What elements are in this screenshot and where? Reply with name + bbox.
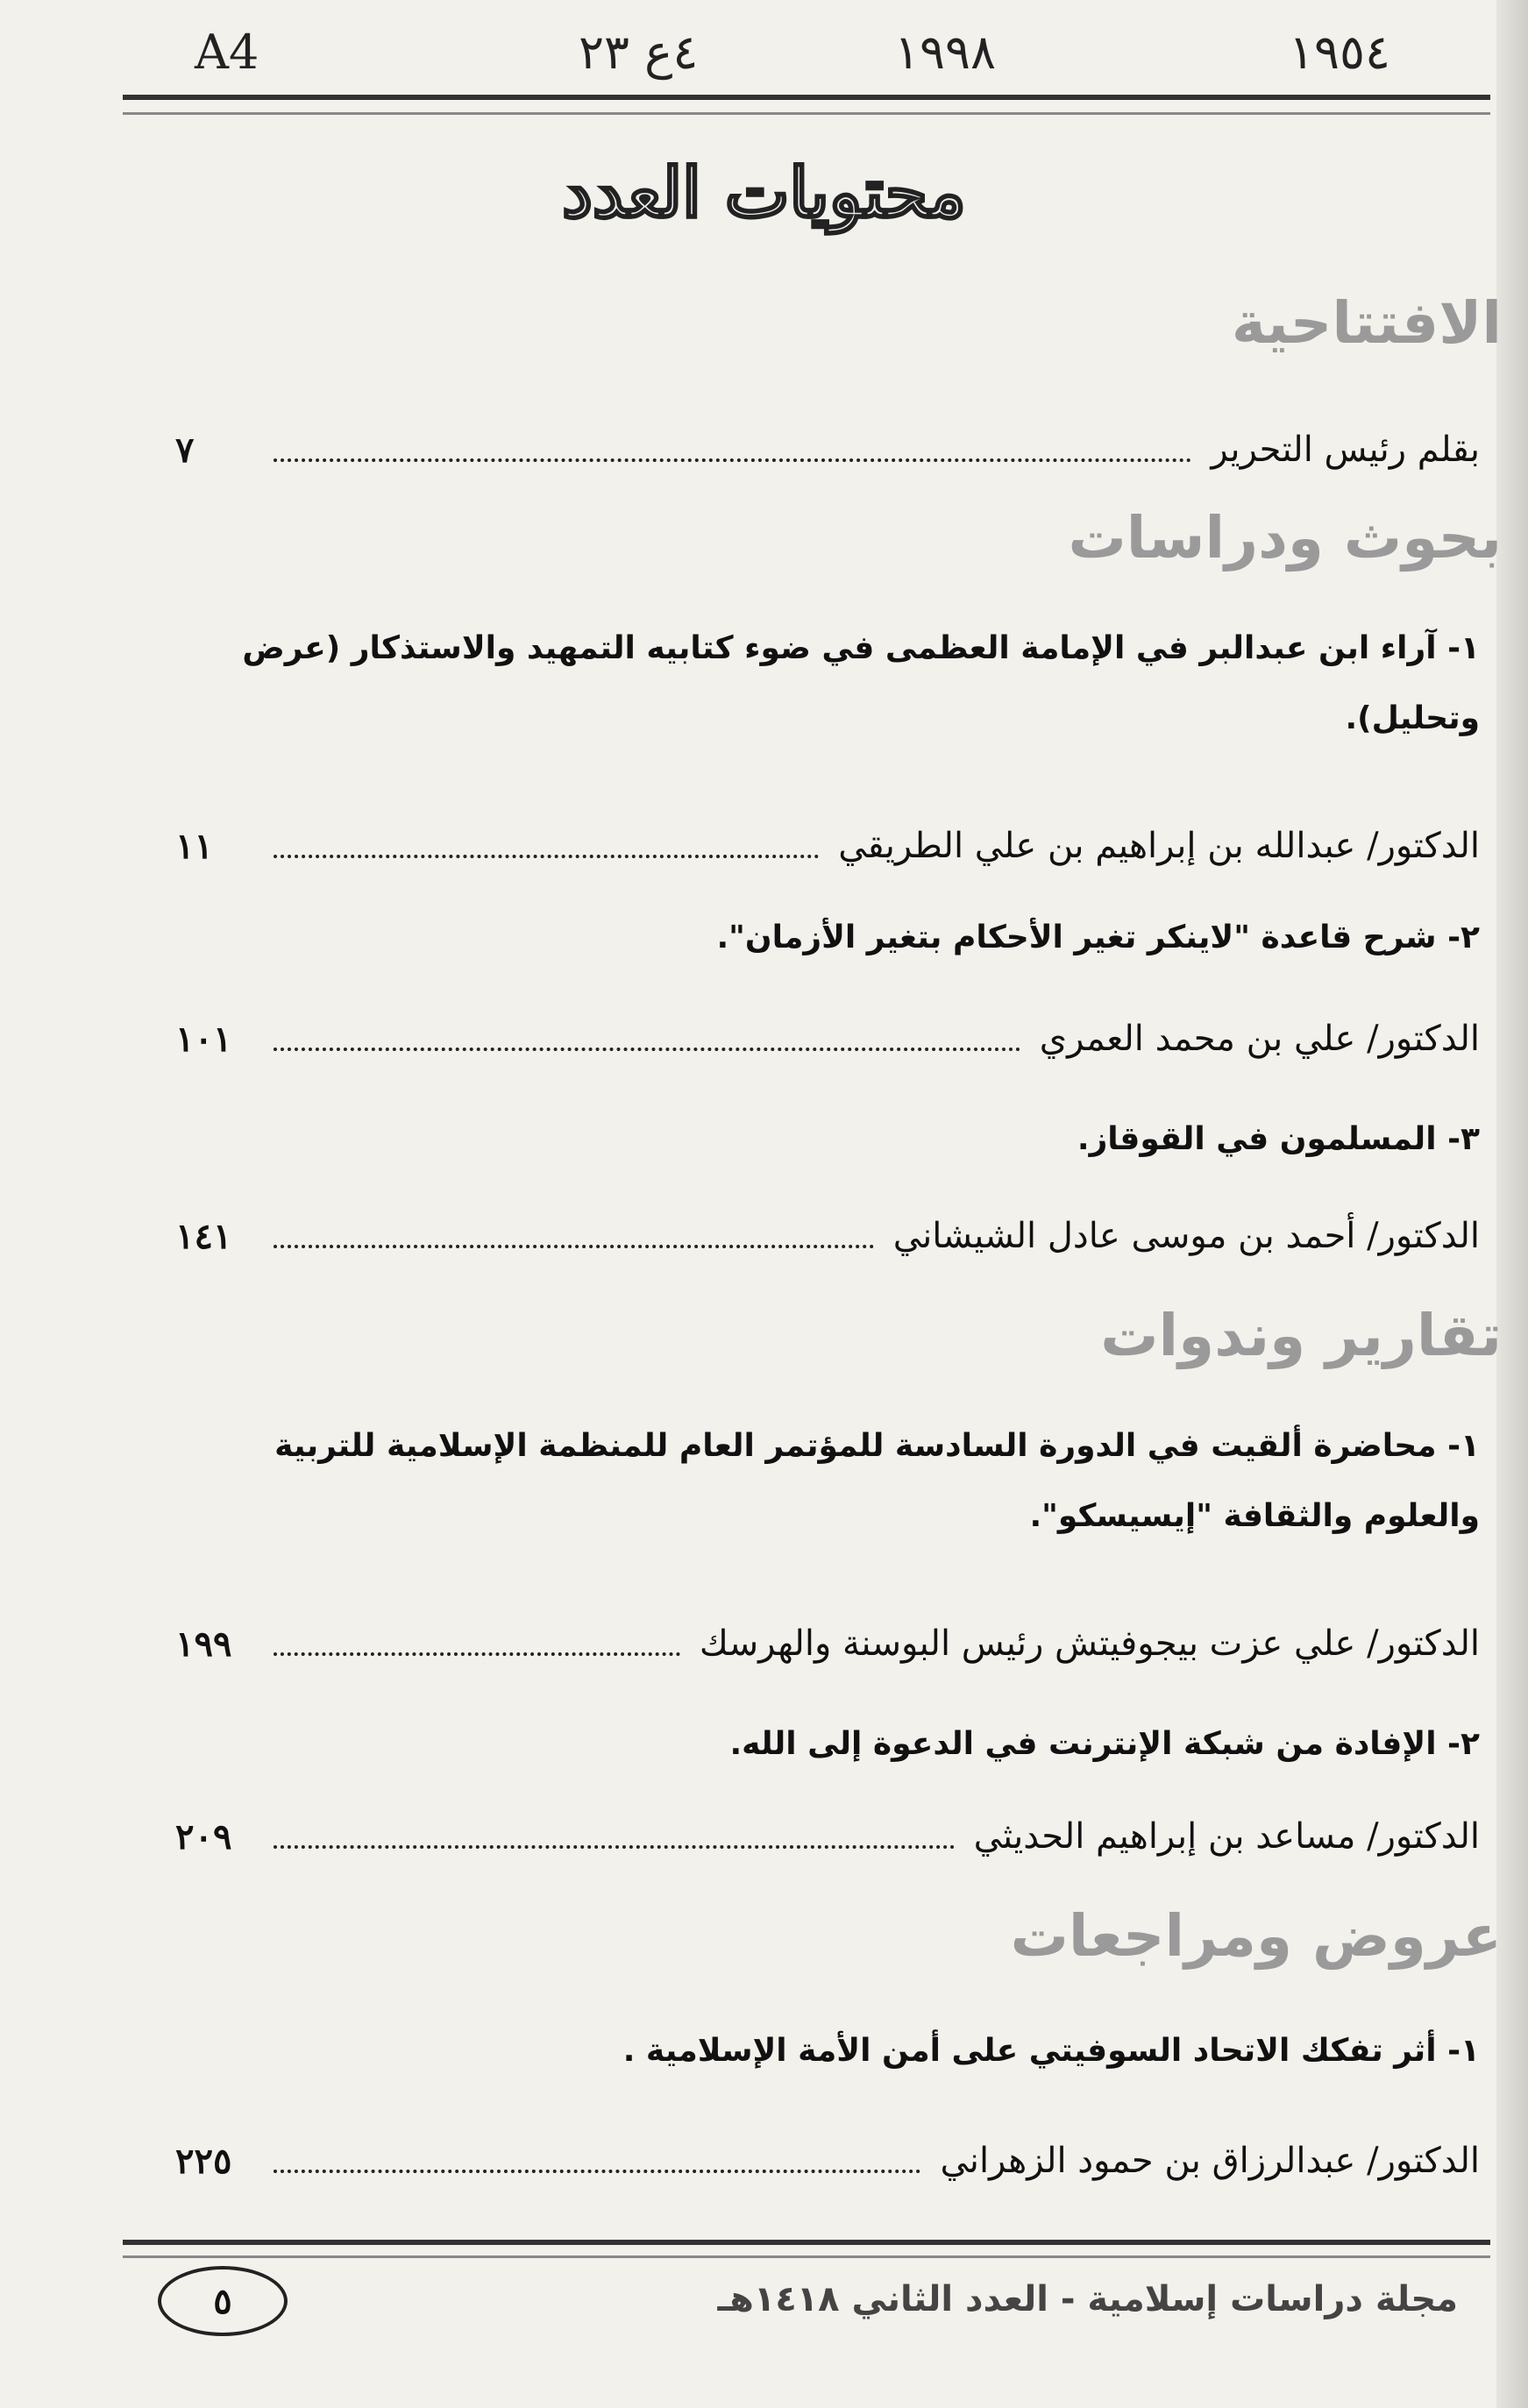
dot-leader: [274, 1824, 955, 1849]
toc-title: ١- محاضرة ألقيت في الدورة السادسة للمؤتمر العام للمنظمة الإسلامية للتربية والعلوم والثقافة "إيسيسكو".: [274, 1428, 1480, 1534]
toc-entry-5[interactable]: [175, 1806, 1480, 1867]
toc-author: الدكتور/ عبدالله بن إبراهيم بن علي الطريقي: [838, 826, 1480, 866]
toc-title: ١- آراء ابن عبدالبر في الإمامة العظمى في ضوء كتابيه التمهيد والاستذكار (عرض وتحليل).: [242, 630, 1480, 736]
section-heading-reports: تقارير وندوات: [1100, 1302, 1502, 1369]
handwritten-note-b: ٤ع ٢٣: [579, 25, 699, 80]
handwritten-note-a: A4: [195, 25, 259, 80]
section-heading-opening: الافتتاحية: [1231, 289, 1502, 357]
page-number-badge: [158, 2266, 288, 2336]
dot-leader: [274, 2149, 920, 2173]
dot-leader: [274, 1026, 1020, 1051]
toc-entry-4[interactable]: [175, 1613, 1480, 1674]
toc-title: ٢- الإفادة من شبكة الإنترنت في الدعوة إلى الله.: [729, 1726, 1480, 1762]
toc-author: الدكتور/ أحمد بن موسى عادل الشيشاني: [892, 1216, 1480, 1256]
dot-leader: [274, 1224, 874, 1248]
toc-author: الدكتور/ مساعد بن إبراهيم الحديثي: [973, 1816, 1480, 1857]
toc-title: ٢- شرح قاعدة "لاينكر تغير الأحكام بتغير الأزمان".: [716, 920, 1480, 955]
footer-rule: [123, 2240, 1490, 2258]
toc-page-number: ٢٠٩: [175, 1815, 232, 1857]
toc-entry-2[interactable]: [175, 1008, 1480, 1069]
toc-author: الدكتور/ عبدالرزاق بن حمود الزهراني: [940, 2141, 1480, 2181]
toc-author: الدكتور/ علي بن محمد العمري: [1039, 1019, 1480, 1059]
toc-entry-3[interactable]: [175, 1205, 1480, 1267]
journal-footer: مجلة دراسات إسلامية - العدد الثاني ١٤١٨هـ: [717, 2279, 1458, 2319]
toc-page-number: ١٩٩: [175, 1623, 232, 1665]
toc-page-number: ١١: [175, 825, 213, 867]
handwritten-note-c: ١٩٩٨: [894, 25, 997, 80]
header-rule: [123, 95, 1490, 115]
section-heading-research: بحوث ودراسات: [1068, 504, 1502, 572]
toc-entry-opening[interactable]: [175, 419, 1480, 480]
toc-page-number: ٢٢٥: [175, 2140, 232, 2182]
dot-leader: [274, 834, 819, 858]
page-number: ٥: [213, 2280, 232, 2322]
toc-title: ١- أثر تفكك الاتحاد السوفيتي على أمن الأمة الإسلامية .: [622, 2033, 1480, 2069]
section-heading-reviews: عروض ومراجعات: [1010, 1902, 1502, 1970]
page-title: محتويات العدد: [562, 153, 966, 233]
toc-entry-6[interactable]: [175, 2130, 1480, 2191]
toc-author: بقلم رئيس التحرير: [1211, 430, 1480, 470]
toc-entry-1[interactable]: [175, 815, 1480, 877]
dot-leader: [274, 437, 1191, 462]
toc-page-number: ١٠١: [175, 1018, 232, 1060]
handwritten-note-d: ١٩٥٤: [1289, 25, 1391, 80]
dot-leader: [274, 1631, 680, 1656]
page-edge-shadow: [1496, 0, 1528, 2408]
toc-page-number: ١٤١: [175, 1215, 232, 1257]
toc-page-number: ٧: [175, 429, 195, 471]
toc-title: ٣- المسلمون في القوقاز.: [1077, 1121, 1480, 1157]
toc-author: الدكتور/ علي عزت بيجوفيتش رئيس البوسنة والهرسك: [699, 1623, 1480, 1664]
